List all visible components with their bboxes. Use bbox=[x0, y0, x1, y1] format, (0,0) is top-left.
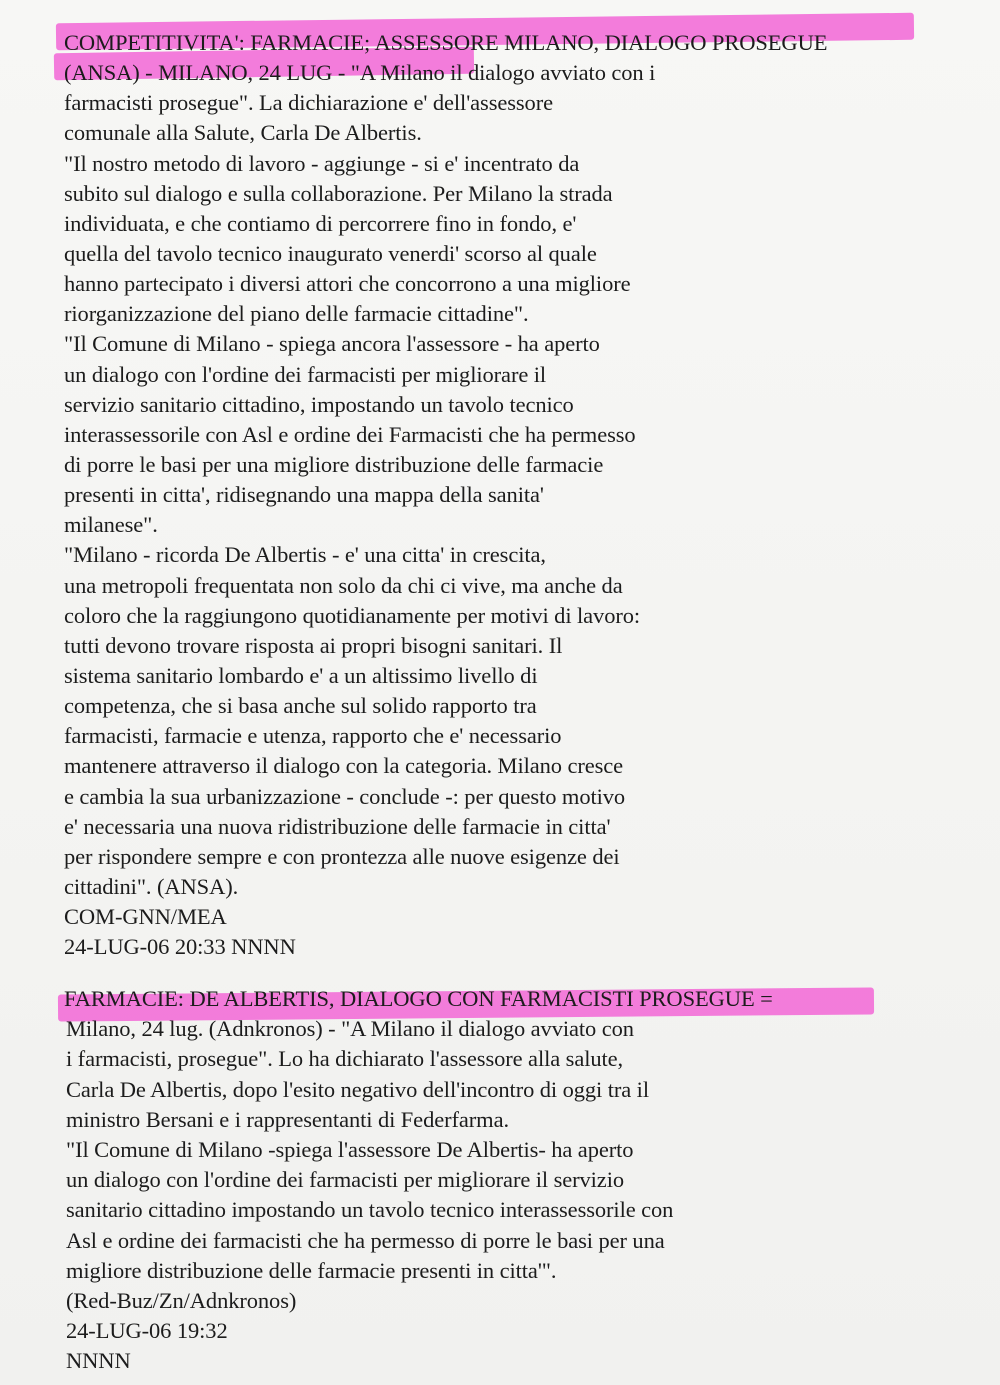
article-headline: COMPETITIVITA': FARMACIE; ASSESSORE MILANO, DIALOGO PROSEGUE bbox=[64, 30, 828, 55]
article-line: coloro che la raggiungono quotidianamente per motivi di lavoro: bbox=[64, 602, 641, 628]
article-line: hanno partecipato i diversi attori che concorrono a una migliore bbox=[64, 271, 631, 297]
article-line: milanese". bbox=[64, 512, 158, 538]
article-line: e' necessaria una nuova ridistribuzione delle farmacie in citta' bbox=[64, 813, 611, 839]
article-line: un dialogo con l'ordine dei farmacisti per migliorare il servizio bbox=[66, 1167, 625, 1193]
article-line: "Il Comune di Milano -spiega l'assessore De Albertis- ha aperto bbox=[66, 1136, 634, 1162]
article-line: comunale alla Salute, Carla De Albertis. bbox=[64, 120, 422, 146]
article-line: "Il nostro metodo di lavoro - aggiunge - si e' incentrato da bbox=[64, 150, 580, 176]
article-line: presenti in citta', ridisegnando una mappa della sanita' bbox=[64, 482, 544, 508]
article-line: tutti devono trovare risposta ai propri bisogni sanitari. Il bbox=[64, 632, 563, 658]
article-line: di porre le basi per una migliore distribuzione delle farmacie bbox=[64, 451, 604, 477]
article-line: individuata, e che contiamo di percorrere fino in fondo, e' bbox=[64, 210, 577, 236]
article-line: mantenere attraverso il dialogo con la categoria. Milano cresce bbox=[64, 753, 624, 779]
article-line: "Milano - ricorda De Albertis - e' una citta' in crescita, bbox=[64, 542, 546, 568]
article-line: un dialogo con l'ordine dei farmacisti per migliorare il bbox=[64, 361, 547, 387]
article-line: farmacisti prosegue". La dichiarazione e' dell'assessore bbox=[64, 90, 553, 116]
article-line: una metropoli frequentata non solo da chi ci vive, ma anche da bbox=[64, 572, 623, 598]
article-timestamp: 24-LUG-06 19:32 bbox=[66, 1318, 228, 1344]
article-signature: COM-GNN/MEA bbox=[64, 904, 227, 930]
article-timestamp: 24-LUG-06 20:33 NNNN bbox=[64, 934, 296, 960]
article-line: quella del tavolo tecnico inaugurato venerdi' scorso al quale bbox=[64, 240, 597, 266]
article-line: (ANSA) - MILANO, 24 LUG - "A Milano il dialogo avviato con i bbox=[64, 60, 656, 86]
article-line: i farmacisti, prosegue". Lo ha dichiarato l'assessore alla salute, bbox=[66, 1046, 624, 1072]
article-line: competenza, che si basa anche sul solido rapporto tra bbox=[64, 693, 537, 719]
article-line: sanitario cittadino impostando un tavolo tecnico interassessorile con bbox=[66, 1197, 674, 1223]
article-line: cittadini". (ANSA). bbox=[64, 873, 239, 899]
article-line: e cambia la sua urbanizzazione - conclude -: per questo motivo bbox=[64, 783, 626, 809]
article-line: subito sul dialogo e sulla collaborazione. Per Milano la strada bbox=[64, 180, 613, 206]
article-line: farmacisti, farmacie e utenza, rapporto che e' necessario bbox=[64, 723, 562, 749]
article-line: Milano, 24 lug. (Adnkronos) - "A Milano il dialogo avviato con bbox=[66, 1016, 634, 1042]
ansa-article bbox=[0, 28, 1000, 962]
article-end-marker: NNNN bbox=[66, 1348, 131, 1374]
adnkronos-article bbox=[0, 984, 1000, 1376]
article-line: "Il Comune di Milano - spiega ancora l'assessore - ha aperto bbox=[64, 331, 600, 357]
article-line: per rispondere sempre e con prontezza alle nuove esigenze dei bbox=[64, 843, 620, 869]
article-line: sistema sanitario lombardo e' a un altissimo livello di bbox=[64, 662, 538, 688]
article-line: Carla De Albertis, dopo l'esito negativo dell'incontro di oggi tra il bbox=[66, 1076, 649, 1102]
article-headline: FARMACIE: DE ALBERTIS, DIALOGO CON FARMACISTI PROSEGUE = bbox=[64, 986, 773, 1011]
article-line: interassessorile con Asl e ordine dei Farmacisti che ha permesso bbox=[64, 421, 636, 447]
article-line: riorganizzazione del piano delle farmacie cittadine". bbox=[64, 301, 529, 327]
article-line: ministro Bersani e i rappresentanti di Federfarma. bbox=[66, 1106, 509, 1132]
article-signature: (Red-Buz/Zn/Adnkronos) bbox=[66, 1287, 297, 1313]
article-line: Asl e ordine dei farmacisti che ha permesso di porre le basi per una bbox=[66, 1227, 665, 1253]
article-line: servizio sanitario cittadino, impostando un tavolo tecnico bbox=[64, 391, 574, 417]
article-line: migliore distribuzione delle farmacie presenti in citta'". bbox=[66, 1257, 557, 1283]
